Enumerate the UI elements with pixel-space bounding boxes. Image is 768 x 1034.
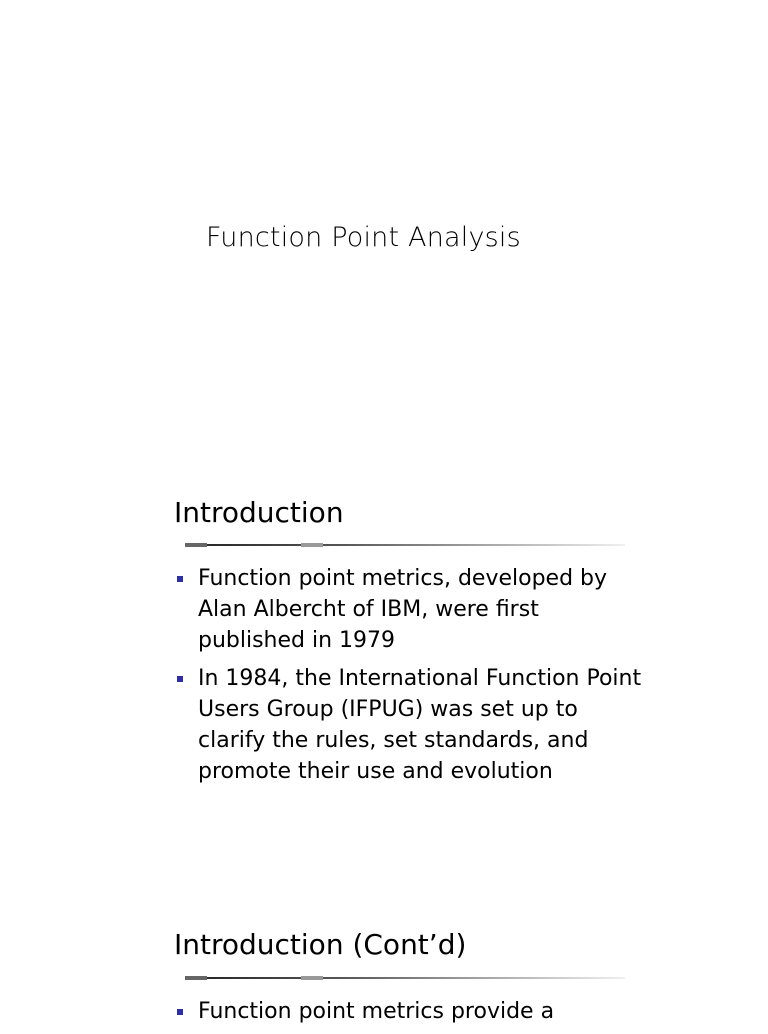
heading-divider	[185, 544, 625, 546]
bullet-text: Function point metrics provide a	[198, 999, 555, 1024]
list-item	[174, 663, 644, 787]
divider-accent-mid	[301, 976, 323, 980]
bullet-text: Function point metrics, developed by Alan Albercht of IBM, were first published in 1979	[198, 566, 608, 653]
square-bullet-icon	[177, 576, 183, 582]
slide-heading-introduction: Introduction	[174, 496, 344, 529]
bullet-list	[174, 996, 644, 1034]
list-item	[174, 996, 644, 1027]
divider-accent-mid	[301, 543, 323, 547]
slide-heading-introduction-contd: Introduction (Cont’d)	[174, 928, 467, 961]
square-bullet-icon	[177, 676, 183, 682]
bullet-text: In 1984, the International Function Point Users Group (IFPUG) was set up to clarify the rules, set standards, and promote their use and evolution	[198, 666, 642, 784]
heading-divider	[185, 977, 625, 979]
presentation-title: Function Point Analysis	[206, 222, 521, 253]
bullet-list	[174, 563, 644, 794]
divider-accent-left	[185, 976, 207, 980]
list-item	[174, 563, 644, 656]
divider-accent-left	[185, 543, 207, 547]
square-bullet-icon	[177, 1009, 183, 1015]
